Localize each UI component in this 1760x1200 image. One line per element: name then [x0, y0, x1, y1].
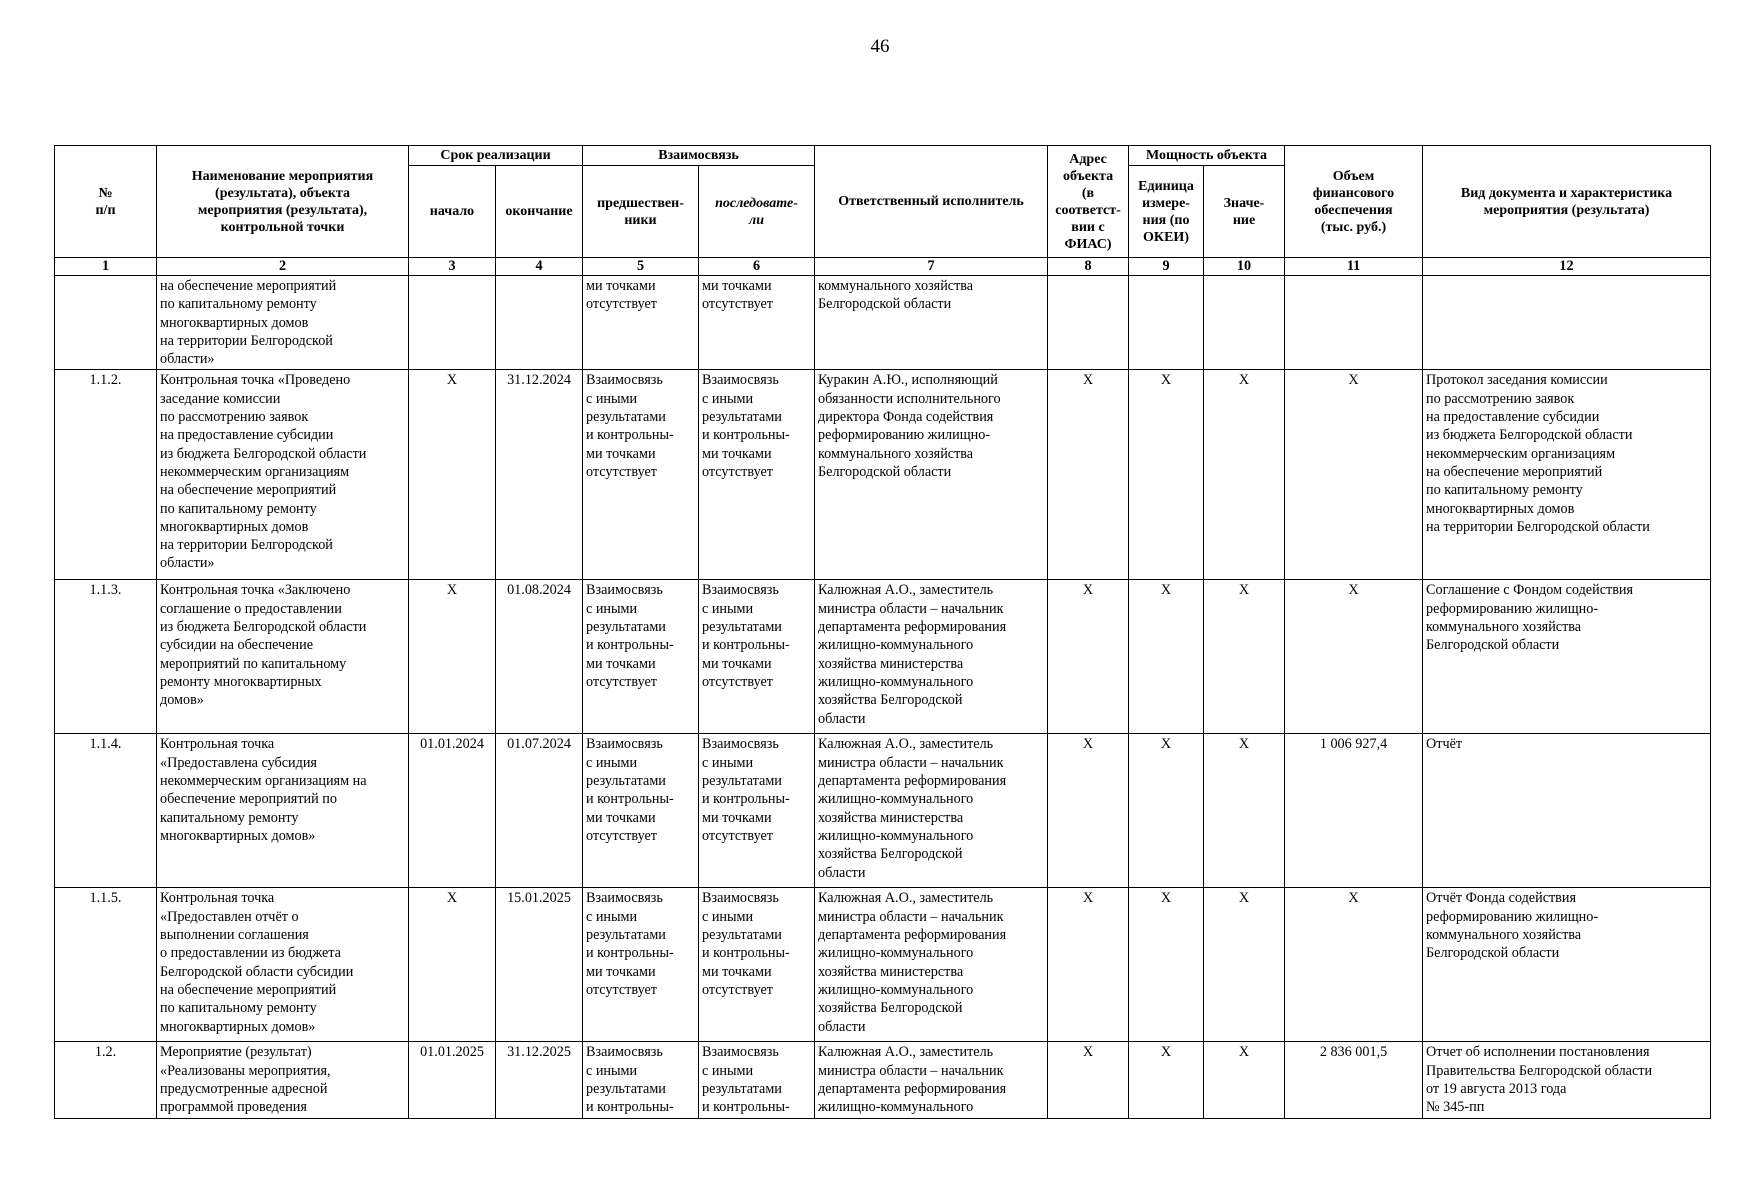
- row-pred: Взаимосвязь с иными результатами и контрольны-: [583, 1042, 699, 1119]
- row-name: Контрольная точка «Предоставлен отчёт о выполнении соглашения о предоставлении из бюджета Белгородской области субсидии на обеспечение мероприятий по капитальному ремонту многоквартирных домов»: [157, 888, 409, 1042]
- row-value: X: [1204, 370, 1285, 580]
- row-address: [1048, 276, 1129, 370]
- header-start: начало: [409, 166, 496, 258]
- row-executor: Калюжная А.О., заместитель министра области – начальник департамента реформирования жилищно-коммунального хозяйства министерства жилищно-коммунального хозяйства Белгородской области: [815, 580, 1048, 734]
- row-start: 01.01.2025: [409, 1042, 496, 1119]
- row-volume: X: [1285, 580, 1423, 734]
- column-number: 5: [583, 258, 699, 276]
- row-executor: Куракин А.Ю., исполняющий обязанности исполнительного директора Фонда содействия реформированию жилищно- коммунального хозяйства Белгородской области: [815, 370, 1048, 580]
- row-doc: Отчёт: [1423, 734, 1711, 888]
- row-address: X: [1048, 580, 1129, 734]
- row-pred: Взаимосвязь с иными результатами и контрольны- ми точками отсутствует: [583, 580, 699, 734]
- row-pred: Взаимосвязь с иными результатами и контрольны- ми точками отсутствует: [583, 370, 699, 580]
- table-row: [55, 888, 1711, 1042]
- row-doc: Протокол заседания комиссии по рассмотрению заявок на предоставление субсидии из бюджета Белгородской области некоммерческим организациям на обеспечение мероприятий по капитальному ремонту многоквартирных домов на территории Белгородской области: [1423, 370, 1711, 580]
- header-pred: предшествен- ники: [583, 166, 699, 258]
- row-succ: Взаимосвязь с иными результатами и контрольны- ми точками отсутствует: [699, 888, 815, 1042]
- column-number: 7: [815, 258, 1048, 276]
- row-pred: Взаимосвязь с иными результатами и контрольны- ми точками отсутствует: [583, 734, 699, 888]
- row-doc: [1423, 276, 1711, 370]
- row-end: [496, 276, 583, 370]
- row-value: X: [1204, 888, 1285, 1042]
- row-start: [409, 276, 496, 370]
- row-end: 31.12.2025: [496, 1042, 583, 1119]
- row-name: на обеспечение мероприятий по капитальному ремонту многоквартирных домов на территории Белгородской области»: [157, 276, 409, 370]
- header-num: № п/п: [55, 146, 157, 258]
- row-value: X: [1204, 734, 1285, 888]
- column-number: 9: [1129, 258, 1204, 276]
- row-value: X: [1204, 580, 1285, 734]
- row-doc: Отчёт Фонда содействия реформированию жилищно- коммунального хозяйства Белгородской области: [1423, 888, 1711, 1042]
- column-number: 11: [1285, 258, 1423, 276]
- row-num: 1.2.: [55, 1042, 157, 1119]
- row-doc: Соглашение с Фондом содействия реформированию жилищно- коммунального хозяйства Белгородской области: [1423, 580, 1711, 734]
- row-succ: Взаимосвязь с иными результатами и контрольны- ми точками отсутствует: [699, 370, 815, 580]
- column-number: 8: [1048, 258, 1129, 276]
- row-address: X: [1048, 888, 1129, 1042]
- header-succ: последовате- ли: [699, 166, 815, 258]
- row-start: X: [409, 580, 496, 734]
- row-end: 31.12.2024: [496, 370, 583, 580]
- column-number: 2: [157, 258, 409, 276]
- row-end: 01.08.2024: [496, 580, 583, 734]
- column-number: 1: [55, 258, 157, 276]
- header-link-group: Взаимосвязь: [583, 146, 815, 166]
- table-row: [55, 580, 1711, 734]
- header-name: Наименование мероприятия (результата), объекта мероприятия (результата), контрольной точки: [157, 146, 409, 258]
- row-name: Мероприятие (результат) «Реализованы мероприятия, предусмотренные адресной программой проведения: [157, 1042, 409, 1119]
- column-number: 12: [1423, 258, 1711, 276]
- header-volume: Объем финансового обеспечения (тыс. руб.): [1285, 146, 1423, 258]
- row-name: Контрольная точка «Заключено соглашение о предоставлении из бюджета Белгородской области субсидии на обеспечение мероприятий по капитальному ремонту многоквартирных домов»: [157, 580, 409, 734]
- row-start: X: [409, 370, 496, 580]
- row-succ: Взаимосвязь с иными результатами и контрольны- ми точками отсутствует: [699, 580, 815, 734]
- table-row: [55, 734, 1711, 888]
- header-value: Значе- ние: [1204, 166, 1285, 258]
- header-term-group: Срок реализации: [409, 146, 583, 166]
- row-num: 1.1.4.: [55, 734, 157, 888]
- header-capacity-group: Мощность объекта: [1129, 146, 1285, 166]
- row-succ: Взаимосвязь с иными результатами и контрольны- ми точками отсутствует: [699, 734, 815, 888]
- table-row: [55, 276, 1711, 370]
- plan-table: [54, 145, 1711, 1119]
- column-number: 10: [1204, 258, 1285, 276]
- row-volume: X: [1285, 370, 1423, 580]
- row-unit: X: [1129, 1042, 1204, 1119]
- table-row: [55, 1042, 1711, 1119]
- row-num: 1.1.3.: [55, 580, 157, 734]
- row-executor: Калюжная А.О., заместитель министра области – начальник департамента реформирования жилищно-коммунального хозяйства министерства жилищно-коммунального хозяйства Белгородской области: [815, 734, 1048, 888]
- row-address: X: [1048, 734, 1129, 888]
- row-unit: X: [1129, 888, 1204, 1042]
- row-volume: 1 006 927,4: [1285, 734, 1423, 888]
- page-number: 46: [870, 36, 890, 57]
- header-end: окончание: [496, 166, 583, 258]
- row-volume: [1285, 276, 1423, 370]
- column-number-row: [55, 258, 1711, 276]
- column-number: 6: [699, 258, 815, 276]
- row-executor: Калюжная А.О., заместитель министра области – начальник департамента реформирования жилищно-коммунального хозяйства министерства жилищно-коммунального хозяйства Белгородской области: [815, 888, 1048, 1042]
- row-pred: ми точками отсутствует: [583, 276, 699, 370]
- header-doc: Вид документа и характеристика мероприятия (результата): [1423, 146, 1711, 258]
- table-row: [55, 370, 1711, 580]
- row-executor: коммунального хозяйства Белгородской области: [815, 276, 1048, 370]
- header-address: Адрес объекта (в соответст- вии с ФИАС): [1048, 146, 1129, 258]
- row-end: 01.07.2024: [496, 734, 583, 888]
- row-value: [1204, 276, 1285, 370]
- column-number: 4: [496, 258, 583, 276]
- row-unit: X: [1129, 580, 1204, 734]
- row-unit: [1129, 276, 1204, 370]
- column-number: 3: [409, 258, 496, 276]
- row-succ: Взаимосвязь с иными результатами и контрольны-: [699, 1042, 815, 1119]
- row-succ: ми точками отсутствует: [699, 276, 815, 370]
- row-unit: X: [1129, 734, 1204, 888]
- row-num: 1.1.2.: [55, 370, 157, 580]
- row-volume: X: [1285, 888, 1423, 1042]
- row-executor: Калюжная А.О., заместитель министра области – начальник департамента реформирования жилищно-коммунального: [815, 1042, 1048, 1119]
- header-unit: Единица измере- ния (по ОКЕИ): [1129, 166, 1204, 258]
- row-doc: Отчет об исполнении постановления Правительства Белгородской области от 19 августа 2013 года № 345-пп: [1423, 1042, 1711, 1119]
- row-pred: Взаимосвязь с иными результатами и контрольны- ми точками отсутствует: [583, 888, 699, 1042]
- row-volume: 2 836 001,5: [1285, 1042, 1423, 1119]
- row-address: X: [1048, 370, 1129, 580]
- row-address: X: [1048, 1042, 1129, 1119]
- row-value: X: [1204, 1042, 1285, 1119]
- row-name: Контрольная точка «Предоставлена субсидия некоммерческим организациям на обеспечение мероприятий по капитальному ремонту многоквартирных домов»: [157, 734, 409, 888]
- row-start: 01.01.2024: [409, 734, 496, 888]
- header-executor: Ответственный исполнитель: [815, 146, 1048, 258]
- row-end: 15.01.2025: [496, 888, 583, 1042]
- row-unit: X: [1129, 370, 1204, 580]
- row-num: 1.1.5.: [55, 888, 157, 1042]
- row-name: Контрольная точка «Проведено заседание комиссии по рассмотрению заявок на предоставление субсидии из бюджета Белгородской области некоммерческим организациям на обеспечение мероприятий по капитальному ремонту многоквартирных домов на территории Белгородской области»: [157, 370, 409, 580]
- row-start: X: [409, 888, 496, 1042]
- row-num: [55, 276, 157, 370]
